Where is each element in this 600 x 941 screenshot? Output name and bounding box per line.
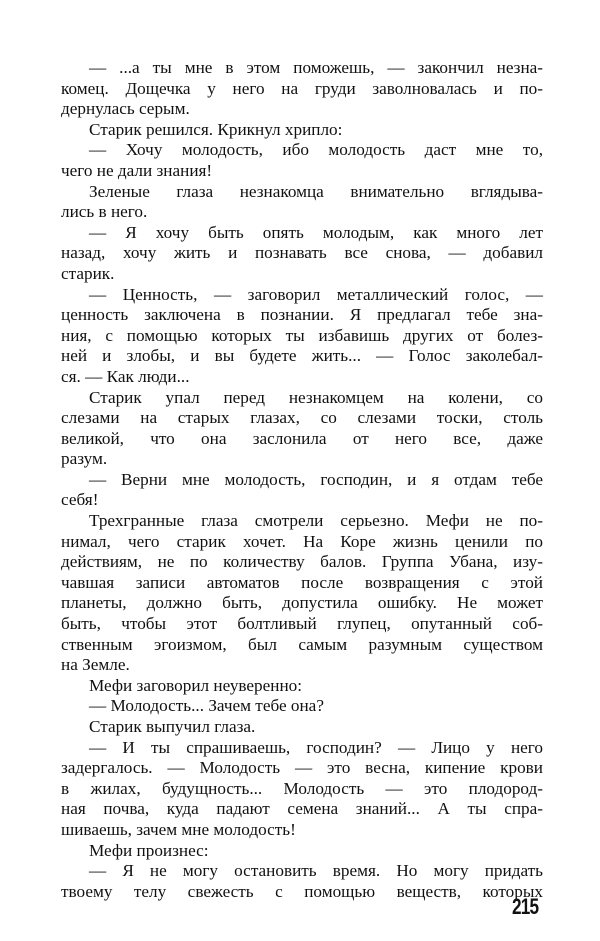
text-line: твоему телу свежесть с помощью веществ, которых [61, 881, 543, 901]
text-line: — Верни мне молодость, господин, и я отдам тебе [89, 469, 543, 489]
text-line: нимал, чего старик хочет. На Коре жизнь ценили по [61, 531, 543, 551]
text-line: слезами на старых глазах, со слезами тоски, столь [61, 408, 543, 428]
text-line: ственным эгоизмом, был самым разумным существом [61, 634, 543, 654]
text-line: чего не дали знания! [61, 160, 213, 180]
text-line: Мефи заговорил неуверенно: [89, 675, 303, 695]
text-line: действиям, не по количеству балов. Группа Убана, изу- [61, 552, 543, 572]
text-line: — Я хочу быть опять молодым, как много лет [89, 222, 543, 242]
text-line: задергалось. — Молодость — это весна, кипение крови [61, 758, 543, 778]
text-line: ней и злобы, и вы будете жить... — Голос заколебал- [61, 346, 543, 366]
body-text [61, 58, 543, 902]
text-line: — Я не могу остановить время. Но могу придать [89, 861, 543, 881]
text-line: разум. [61, 449, 108, 469]
text-line: себя! [61, 490, 99, 510]
text-line: чавшая записи автоматов после возвращения с этой [61, 572, 543, 592]
text-line: — Хочу молодость, ибо молодость даст мне то, [89, 140, 543, 160]
text-line: Старик выпучил глаза. [89, 717, 256, 736]
text-line: великой, что она заслонила от него все, даже [61, 428, 543, 448]
text-line: лись в него. [61, 202, 148, 222]
text-line: ная почва, куда падают семена знаний... А ты спра- [61, 799, 543, 819]
text-line: назад, хочу жить и познавать все снова, — добавил [61, 243, 543, 263]
page-number: 215 [512, 894, 539, 919]
text-line: ся. — Как люди... [61, 366, 190, 386]
text-line: планеты, должно быть, допустила ошибку. Не может [61, 593, 543, 613]
text-line: — Молодость... Зачем тебе она? [89, 696, 324, 716]
text-line: — ...а ты мне в этом поможешь, — закончил незна- [89, 58, 543, 77]
text-line: Трехгранные глаза смотрели серьезно. Мефи не по- [89, 511, 543, 531]
text-line: — И ты спрашиваешь, господин? — Лицо у него [89, 737, 543, 757]
text-line: Зеленые глаза незнакомца внимательно вглядыва- [89, 181, 543, 201]
text-line: — Ценность, — заговорил металлический голос, — [89, 284, 543, 304]
text-line: Старик упал перед незнакомцем на колени, со [89, 387, 543, 407]
text-line: быть, чтобы этот болтливый глупец, опутанный соб- [61, 614, 543, 634]
text-line: Мефи произнес: [89, 840, 209, 860]
text-line: комец. Дощечка у него на груди заволновалась и по- [61, 78, 543, 98]
text-line: в жилах, будущность... Молодость — это плодород- [61, 778, 543, 798]
text-line: ценность заключена в познании. Я предлагал тебе зна- [61, 305, 543, 325]
text-line: шиваешь, зачем мне молодость! [61, 819, 296, 839]
text-line: Старик решился. Крикнул хрипло: [89, 119, 343, 139]
text-line: дернулась серым. [61, 99, 190, 119]
text-line: на Земле. [61, 655, 130, 675]
text-line: старик. [61, 263, 115, 283]
text-line: ния, с помощью которых ты избавишь других от болез- [61, 325, 543, 345]
